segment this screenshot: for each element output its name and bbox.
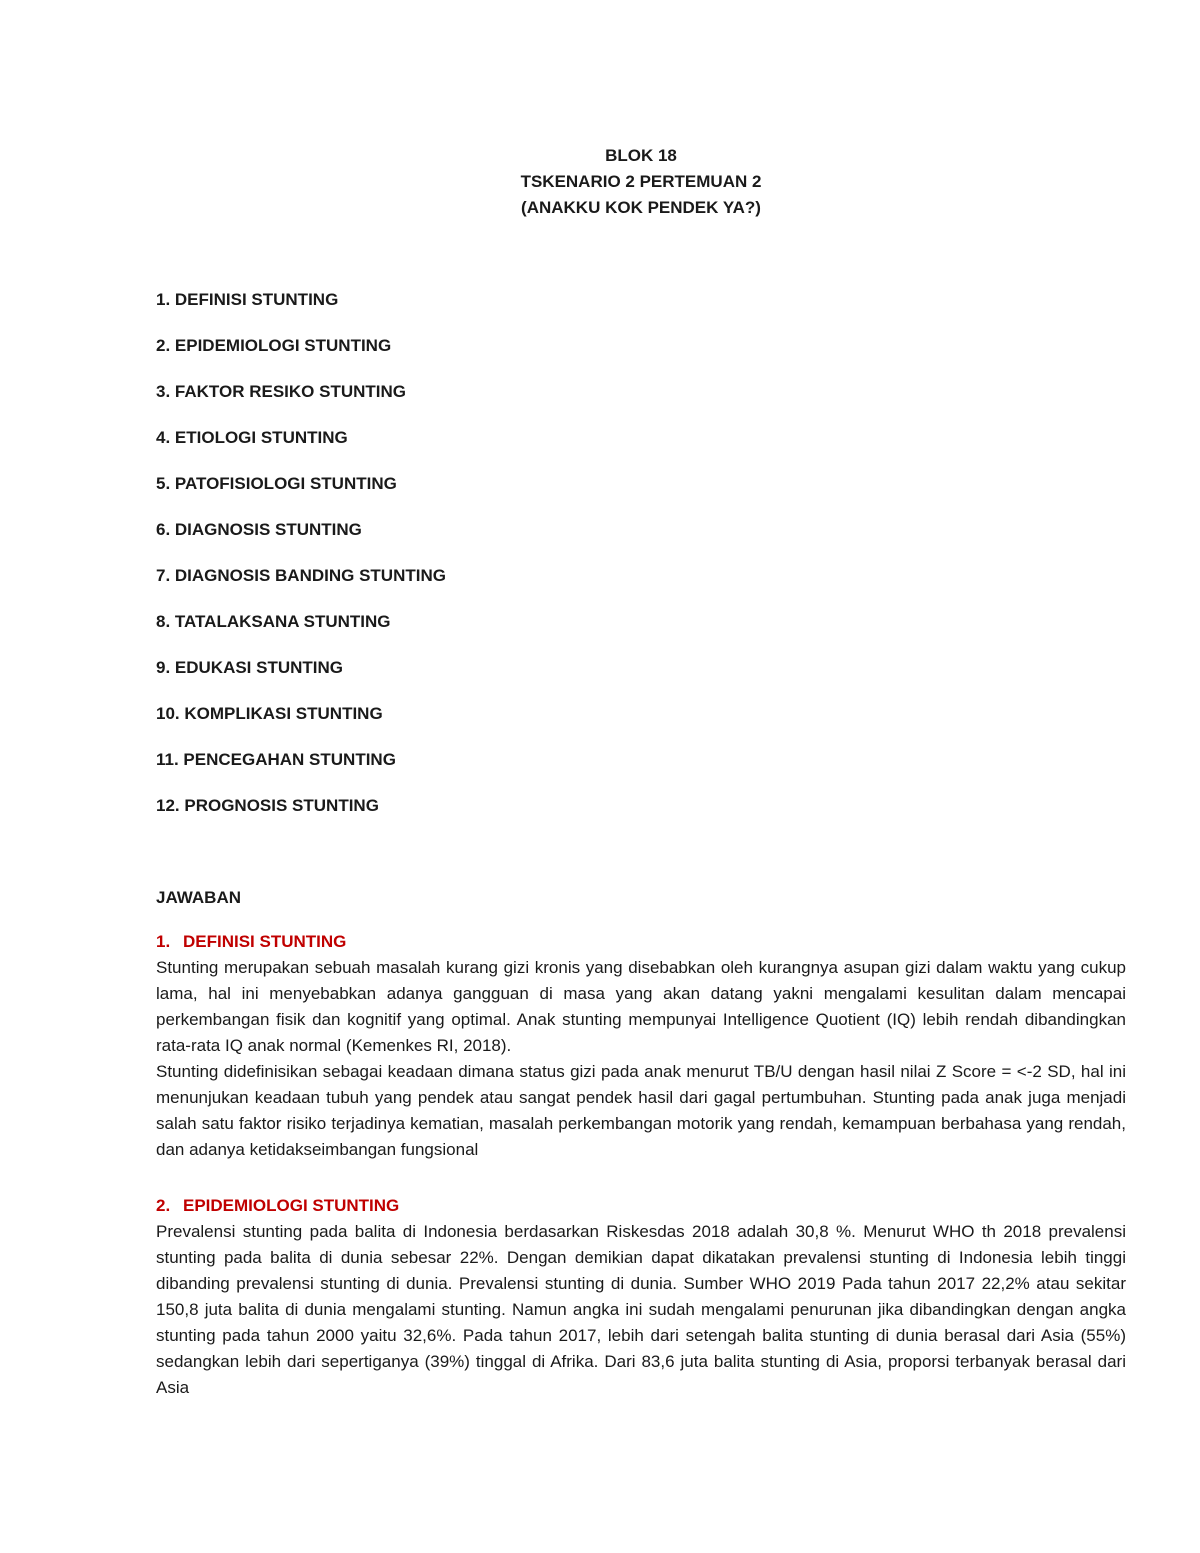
topic-item: 10. KOMPLIKASI STUNTING [156, 704, 383, 723]
section-number: 2. [156, 1196, 171, 1215]
section-definisi [156, 929, 1126, 1163]
header-scenario-title: TSKENARIO 2 PERTEMUAN 2 [520, 172, 762, 191]
section-title [156, 1193, 1126, 1219]
section-paragraph: Stunting merupakan sebuah masalah kurang gizi kronis yang disebabkan oleh kurangnya asupan gizi dalam waktu yang cukup lama, hal ini menyebabkan adanya gangguan di masa yang akan datang yakni mengalami kesulitan dalam mencapai perkembangan fisik dan kognitif yang optimal. Anak stunting mempunyai Intelligence Quotient (IQ) lebih rendah dibandingkan rata-rata IQ anak normal (Kemenkes RI, 2018). [156, 958, 1126, 1055]
topic-item: 2. EPIDEMIOLOGI STUNTING [156, 336, 392, 355]
topic-item: 3. FAKTOR RESIKO STUNTING [156, 382, 406, 401]
topic-item: 1. DEFINISI STUNTING [156, 290, 339, 309]
section-title-text: DEFINISI STUNTING [183, 932, 347, 951]
topic-item: 11. PENCEGAHAN STUNTING [156, 750, 396, 769]
topic-item: 12. PROGNOSIS STUNTING [156, 796, 379, 815]
section-number: 1. [156, 932, 171, 951]
topic-item: 8. TATALAKSANA STUNTING [156, 612, 391, 631]
topic-item: 6. DIAGNOSIS STUNTING [156, 520, 362, 539]
section-paragraph: Prevalensi stunting pada balita di Indonesia berdasarkan Riskesdas 2018 adalah 30,8 %. Menurut WHO th 2018 prevalensi stunting pada balita di dunia sebesar 22%. Dengan demikian dapat dikatakan prevalensi stunting di Indonesia lebih tinggi dibanding prevalensi stunting di dunia. Prevalensi stunting di dunia. Sumber WHO 2019 Pada tahun 2017 22,2% atau sekitar 150,8 juta balita di dunia mengalami stunting. Namun angka ini sudah mengalami penurunan jika dibandingkan dengan angka stunting pada tahun 2000 yaitu 32,6%. Pada tahun 2017, lebih dari setengah balita stunting di dunia berasal dari Asia (55%) sedangkan lebih dari sepertiganya (39%) tinggal di Afrika. Dari 83,6 juta balita stunting di Asia, proporsi terbanyak berasal dari Asia [156, 1222, 1126, 1397]
header-block-title: BLOK 18 [605, 146, 677, 165]
topic-item: 9. EDUKASI STUNTING [156, 658, 344, 677]
section-epidemiologi [156, 1193, 1126, 1401]
topic-item: 5. PATOFISIOLOGI STUNTING [156, 474, 397, 493]
header-scenario-subtitle: (ANAKKU KOK PENDEK YA?) [521, 198, 761, 217]
answer-heading: JAWABAN [156, 888, 242, 907]
topic-list [156, 287, 446, 839]
topic-item: 7. DIAGNOSIS BANDING STUNTING [156, 566, 446, 585]
section-title-text: EPIDEMIOLOGI STUNTING [183, 1196, 400, 1215]
topic-item: 4. ETIOLOGI STUNTING [156, 428, 348, 447]
section-title [156, 929, 1126, 955]
section-paragraph: Stunting didefinisikan sebagai keadaan dimana status gizi pada anak menurut TB/U dengan hasil nilai Z Score = <-2 SD, hal ini menunjukan keadaan tubuh yang pendek atau sangat pendek hasil dari gagal pertumbuhan. Stunting pada anak juga menjadi salah satu faktor risiko terjadinya kematian, masalah perkembangan motorik yang rendah, kemampuan berbahasa yang rendah, dan adanya ketidakseimbangan fungsional [156, 1062, 1126, 1159]
document-header [156, 143, 1126, 221]
